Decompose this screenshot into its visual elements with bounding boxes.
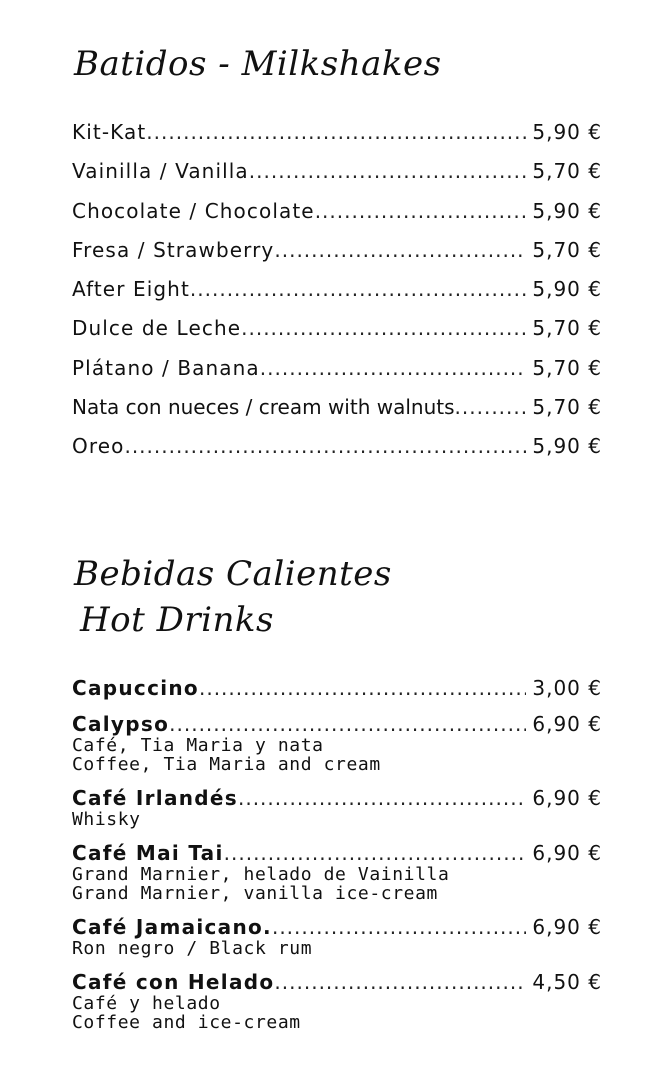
item-description: Ron negro / Black rum bbox=[72, 938, 313, 959]
dot-leader bbox=[274, 970, 526, 994]
item-price: 6,90 € bbox=[532, 915, 602, 939]
item-name: Café Irlandés bbox=[72, 786, 238, 810]
dot-leader bbox=[238, 786, 526, 810]
item-name: Oreo bbox=[72, 434, 125, 459]
item-name: Capuccino bbox=[72, 676, 199, 700]
hot-drinks-heading-line1: Bebidas Calientes bbox=[74, 554, 392, 594]
item-name: Café Jamaicano. bbox=[72, 915, 272, 939]
item-price: 5,70 € bbox=[532, 237, 602, 262]
item-description: Café, Tia Maria y nata bbox=[72, 735, 324, 756]
dot-leader bbox=[199, 676, 526, 700]
menu-item bbox=[72, 159, 602, 198]
milkshakes-heading: Batidos - Milkshakes bbox=[74, 44, 442, 84]
menu-item bbox=[72, 277, 602, 316]
item-price: 5,90 € bbox=[532, 120, 602, 144]
item-price: 5,90 € bbox=[532, 198, 602, 223]
item-price: 3,00 € bbox=[532, 676, 602, 700]
hot-drinks-list bbox=[72, 676, 602, 1044]
item-description: Whisky bbox=[72, 809, 141, 830]
menu-item bbox=[72, 356, 602, 395]
dot-leader bbox=[249, 159, 526, 183]
menu-item bbox=[72, 238, 602, 277]
item-name: Café con Helado bbox=[72, 970, 275, 994]
item-price: 6,90 € bbox=[532, 786, 602, 810]
dot-leader bbox=[190, 277, 526, 301]
hot-drinks-heading-line2: Hot Drinks bbox=[80, 600, 274, 640]
item-name: Nata con nueces / cream with walnuts bbox=[72, 395, 455, 420]
item-description: Café y helado bbox=[72, 993, 221, 1014]
item-name: Fresa / Strawberry bbox=[72, 237, 275, 262]
item-name: Vainilla / Vanilla bbox=[72, 159, 249, 184]
item-description: Coffee and ice-cream bbox=[72, 1012, 301, 1033]
item-name: After Eight bbox=[72, 277, 190, 302]
menu-item bbox=[72, 841, 602, 903]
menu-item bbox=[72, 395, 602, 434]
item-name: Kit-Kat bbox=[72, 120, 147, 144]
item-price: 5,70 € bbox=[532, 355, 602, 380]
item-price: 5,70 € bbox=[532, 159, 602, 184]
item-price: 5,90 € bbox=[532, 277, 602, 302]
item-name: Café Mai Tai bbox=[72, 841, 224, 865]
item-description: Coffee, Tia Maria and cream bbox=[72, 754, 381, 775]
menu-item bbox=[72, 786, 602, 829]
menu-item bbox=[72, 316, 602, 355]
item-price: 6,90 € bbox=[532, 712, 602, 736]
item-price: 5,90 € bbox=[532, 434, 602, 459]
dot-leader bbox=[224, 841, 526, 865]
dot-leader bbox=[272, 915, 526, 939]
menu-item bbox=[72, 434, 602, 473]
dot-leader bbox=[274, 238, 526, 262]
dot-leader bbox=[241, 316, 526, 340]
dot-leader bbox=[146, 120, 526, 144]
item-name: Calypso bbox=[72, 712, 170, 736]
milkshakes-list bbox=[72, 120, 602, 474]
item-name: Chocolate / Chocolate bbox=[72, 198, 315, 223]
menu-item bbox=[72, 712, 602, 774]
dot-leader bbox=[315, 199, 526, 223]
item-price: 4,50 € bbox=[532, 970, 602, 994]
item-description: Grand Marnier, helado de Vainilla bbox=[72, 864, 450, 885]
item-price: 5,70 € bbox=[532, 395, 602, 420]
item-price: 6,90 € bbox=[532, 841, 602, 865]
item-description: Grand Marnier, vanilla ice-cream bbox=[72, 883, 438, 904]
menu-item bbox=[72, 970, 602, 1032]
menu-item bbox=[72, 676, 602, 700]
menu-item bbox=[72, 199, 602, 238]
dot-leader bbox=[455, 395, 526, 419]
menu-item bbox=[72, 120, 602, 159]
item-name: Dulce de Leche bbox=[72, 316, 242, 341]
dot-leader bbox=[124, 434, 526, 458]
menu-item bbox=[72, 915, 602, 958]
dot-leader bbox=[169, 712, 526, 736]
item-price: 5,70 € bbox=[532, 316, 602, 341]
dot-leader bbox=[260, 356, 526, 380]
item-name: Plátano / Banana bbox=[72, 355, 260, 380]
